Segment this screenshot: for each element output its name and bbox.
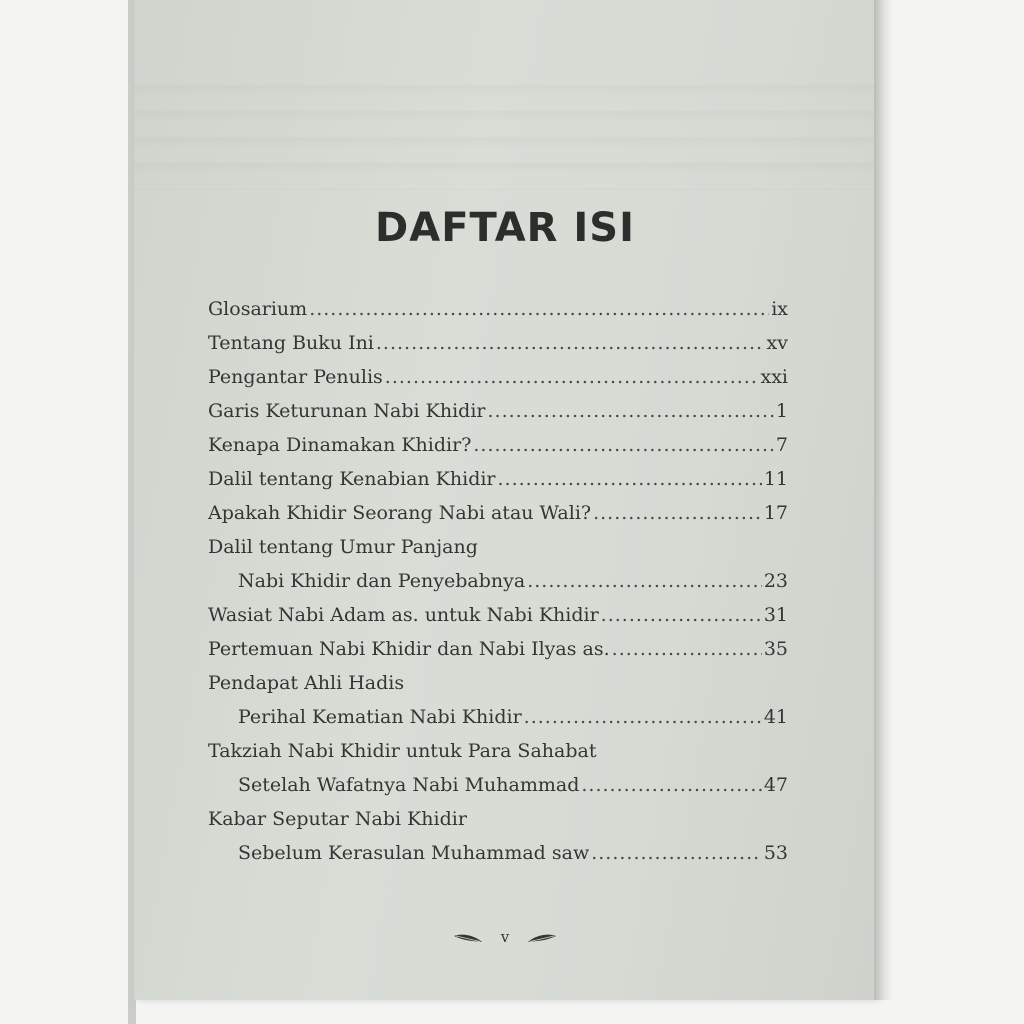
toc-leader-dots — [385, 360, 759, 394]
leaf-ornament-icon — [526, 932, 558, 944]
book-page — [134, 0, 876, 1000]
toc-entry-label: Garis Keturunan Nabi Khidir — [208, 400, 486, 422]
toc-entry — [208, 632, 788, 666]
toc-entry — [208, 496, 788, 530]
toc-leader-dots — [524, 700, 762, 734]
toc-leader-dots — [473, 428, 774, 462]
toc-entry-label: Kenapa Dinamakan Khidir? — [208, 434, 472, 456]
page-number: v — [500, 928, 510, 946]
leaf-ornament-icon — [452, 932, 484, 944]
toc-entry-page: xv — [766, 332, 788, 354]
toc-entry-label-line2: Nabi Khidir dan Penyebabnya — [238, 570, 526, 592]
toc-leader-dots — [376, 326, 765, 360]
toc-entry-label: Tentang Buku Ini — [208, 332, 374, 354]
toc-entry-label: Apakah Khidir Seorang Nabi atau Wali? — [208, 502, 592, 524]
toc-entry-label-line2: Sebelum Kerasulan Muhammad saw — [238, 842, 590, 864]
toc-entry-page: 35 — [763, 638, 788, 660]
toc-leader-dots — [581, 768, 761, 802]
toc-entry-page: 7 — [775, 434, 788, 456]
toc-entry-page: 41 — [763, 706, 788, 728]
show-through-text — [134, 70, 876, 190]
toc-entry — [208, 394, 788, 428]
toc-entry — [208, 700, 788, 734]
toc-entry-label-line2: Perihal Kematian Nabi Khidir — [238, 706, 522, 728]
toc-entry-page: 23 — [763, 570, 788, 592]
toc-entry — [208, 598, 788, 632]
toc-entry-label-line1: Pendapat Ahli Hadis — [208, 672, 405, 694]
toc-entry — [208, 836, 788, 870]
toc-leader-dots — [591, 836, 762, 870]
table-of-contents — [208, 292, 788, 870]
toc-leader-dots — [593, 496, 762, 530]
toc-entry — [208, 292, 788, 326]
toc-entry-label: Dalil tentang Kenabian Khidir — [208, 468, 496, 490]
toc-entry-page: ix — [771, 298, 788, 320]
toc-leader-dots — [309, 292, 769, 326]
toc-entry-label-line1: Kabar Seputar Nabi Khidir — [208, 808, 467, 830]
toc-leader-dots — [498, 462, 762, 496]
page-title: DAFTAR ISI — [375, 205, 635, 251]
page-footer — [134, 928, 876, 946]
page-stack-edge — [874, 0, 894, 1000]
toc-entry — [208, 564, 788, 598]
toc-leader-dots — [601, 598, 762, 632]
toc-leader-dots — [487, 394, 773, 428]
toc-entry — [208, 768, 788, 802]
toc-entry-page: 47 — [763, 774, 788, 796]
toc-entry — [208, 428, 788, 462]
toc-entry-label-line1: Takziah Nabi Khidir untuk Para Sahabat — [208, 740, 597, 762]
toc-entry-label-line1: Dalil tentang Umur Panjang — [208, 536, 478, 558]
toc-entry-label: Pengantar Penulis — [208, 366, 383, 388]
toc-entry-page: 11 — [763, 468, 788, 490]
toc-entry-page: xxi — [760, 366, 788, 388]
toc-entry-page: 17 — [763, 502, 788, 524]
toc-entry-label-line2: Setelah Wafatnya Nabi Muhammad — [238, 774, 580, 796]
toc-entry-label: Pertemuan Nabi Khidir dan Nabi Ilyas as. — [208, 638, 610, 660]
toc-entry-page: 31 — [763, 604, 788, 626]
toc-entry-label: Glosarium — [208, 298, 308, 320]
toc-entry — [208, 360, 788, 394]
toc-entry-page: 1 — [775, 400, 788, 422]
toc-entry-label: Wasiat Nabi Adam as. untuk Nabi Khidir — [208, 604, 599, 626]
toc-leader-dots — [612, 632, 762, 666]
toc-leader-dots — [527, 564, 762, 598]
toc-entry-page: 53 — [763, 842, 788, 864]
toc-entry — [208, 326, 788, 360]
toc-entry — [208, 462, 788, 496]
